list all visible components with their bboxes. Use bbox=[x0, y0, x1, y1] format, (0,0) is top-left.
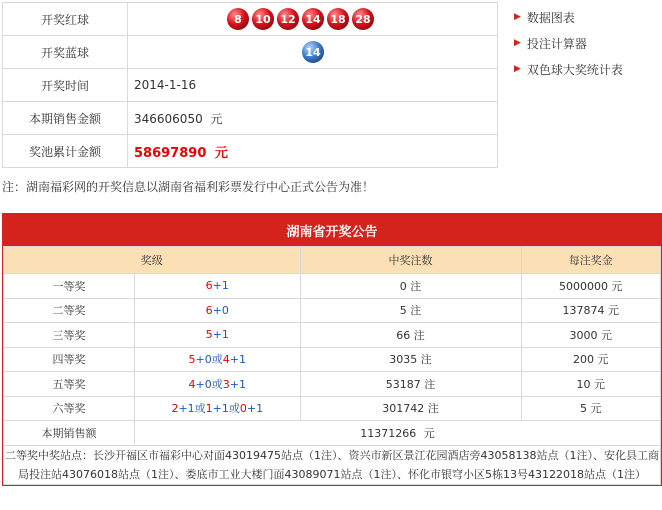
count-value: 5 bbox=[399, 304, 407, 318]
prize-level: 五等奖 bbox=[4, 372, 135, 397]
winning-stations: 二等奖中奖站点：长沙开福区市福彩中心对面43019475站点（1注）、资兴市新区景江花园酒店旁43058138站点（1注）、安化县工商局投注站43076018站点（1注）、娄底市工业大楼门面43089071站点（1注）、怀化市银穹小区5栋13号43122018站点（1注） bbox=[4, 445, 661, 484]
prize-level: 三等奖 bbox=[4, 323, 135, 348]
prize-value: 5 bbox=[580, 402, 588, 416]
total-sales-label: 本期销售额 bbox=[4, 421, 135, 446]
rule-part: +0或 bbox=[195, 353, 223, 367]
prize-row bbox=[4, 323, 661, 348]
red-ball: 12 bbox=[277, 8, 299, 30]
prize-rule bbox=[135, 298, 301, 323]
total-sales-row bbox=[4, 421, 661, 446]
side-link-calculator[interactable] bbox=[514, 30, 623, 56]
count-unit: 注 bbox=[410, 279, 422, 293]
sales-unit: 元 bbox=[210, 111, 223, 126]
rule-part: 2 bbox=[171, 402, 179, 416]
prize-count bbox=[300, 347, 521, 372]
prize-rule bbox=[135, 347, 301, 372]
count-value: 3035 bbox=[389, 353, 418, 367]
rule-part: +1或 bbox=[212, 402, 240, 416]
pool-label: 奖池累计金额 bbox=[3, 135, 128, 168]
prize-rule bbox=[135, 274, 301, 299]
header-level: 奖级 bbox=[4, 247, 301, 274]
prize-level: 六等奖 bbox=[4, 396, 135, 421]
rule-part: +1 bbox=[229, 377, 246, 391]
prize-value: 10 bbox=[576, 377, 591, 391]
count-value: 0 bbox=[399, 279, 407, 293]
rule-part: 5 bbox=[188, 353, 196, 367]
arrow-right-icon: ▶ bbox=[514, 64, 521, 74]
blue-ball: 14 bbox=[302, 41, 324, 63]
prize-level: 四等奖 bbox=[4, 347, 135, 372]
count-value: 301742 bbox=[382, 402, 425, 416]
prize-amount bbox=[521, 274, 660, 299]
prize-count bbox=[300, 396, 521, 421]
red-ball: 10 bbox=[252, 8, 274, 30]
prize-unit: 元 bbox=[590, 402, 602, 416]
rule-part: +0 bbox=[212, 303, 229, 317]
prize-unit: 元 bbox=[597, 353, 609, 367]
blue-balls bbox=[134, 41, 497, 63]
draw-date-value: 2014-1-16 bbox=[128, 69, 498, 102]
prize-amount bbox=[521, 323, 660, 348]
red-ball-label: 开奖红球 bbox=[3, 3, 128, 36]
rule-part: 6 bbox=[205, 303, 213, 317]
side-link-label: 数据图表 bbox=[526, 10, 575, 25]
prize-amount bbox=[521, 396, 660, 421]
prize-table bbox=[3, 246, 661, 485]
announcement-panel bbox=[2, 213, 662, 486]
sales-label: 本期销售金额 bbox=[3, 102, 128, 135]
sales-value bbox=[128, 102, 498, 135]
red-ball: 14 bbox=[302, 8, 324, 30]
prize-count bbox=[300, 274, 521, 299]
prize-row bbox=[4, 274, 661, 299]
count-unit: 注 bbox=[420, 353, 432, 367]
prize-amount bbox=[521, 298, 660, 323]
arrow-right-icon: ▶ bbox=[514, 38, 521, 48]
total-sales-amount: 11371266 bbox=[360, 426, 417, 440]
prize-count bbox=[300, 372, 521, 397]
rule-part: +0或 bbox=[195, 377, 223, 391]
prize-unit: 元 bbox=[601, 328, 613, 342]
rule-part: 1 bbox=[205, 402, 213, 416]
red-balls bbox=[134, 8, 497, 30]
rule-part: 4 bbox=[222, 353, 230, 367]
prize-rule bbox=[135, 372, 301, 397]
prize-unit: 元 bbox=[594, 377, 606, 391]
rule-part: 0 bbox=[239, 402, 247, 416]
prize-row bbox=[4, 298, 661, 323]
prize-row bbox=[4, 372, 661, 397]
rule-part: 3 bbox=[222, 377, 230, 391]
count-value: 66 bbox=[396, 328, 411, 342]
header-count: 中奖注数 bbox=[300, 247, 521, 274]
prize-value: 137874 bbox=[562, 304, 605, 318]
blue-ball-label: 开奖蓝球 bbox=[3, 36, 128, 69]
rule-part: 5 bbox=[205, 328, 213, 342]
count-unit: 注 bbox=[424, 377, 436, 391]
prize-unit: 元 bbox=[608, 304, 620, 318]
total-sales-unit: 元 bbox=[423, 426, 435, 440]
prize-unit: 元 bbox=[611, 279, 623, 293]
red-ball: 28 bbox=[352, 8, 374, 30]
count-unit: 注 bbox=[413, 328, 425, 342]
pool-value bbox=[128, 135, 498, 168]
pool-amount: 58697890 bbox=[134, 145, 207, 161]
rule-part: +1 bbox=[212, 279, 229, 293]
prize-count bbox=[300, 298, 521, 323]
pool-unit: 元 bbox=[214, 145, 228, 161]
prize-amount bbox=[521, 372, 660, 397]
draw-info-table bbox=[2, 2, 498, 168]
rule-part: +1 bbox=[212, 328, 229, 342]
side-link-stats[interactable] bbox=[514, 56, 623, 82]
side-link-chart[interactable] bbox=[514, 4, 623, 30]
red-ball: 18 bbox=[327, 8, 349, 30]
announcement-title: 湖南省开奖公告 bbox=[3, 214, 661, 246]
prize-row bbox=[4, 347, 661, 372]
rule-part: +1或 bbox=[178, 402, 206, 416]
count-unit: 注 bbox=[410, 304, 422, 318]
arrow-right-icon: ▶ bbox=[514, 12, 521, 22]
prize-rule bbox=[135, 396, 301, 421]
prize-level: 二等奖 bbox=[4, 298, 135, 323]
prize-rule bbox=[135, 323, 301, 348]
rule-part: +1 bbox=[246, 402, 264, 416]
disclaimer-note: 注：湖南福彩网的开奖信息以湖南省福利彩票发行中心正式公告为准！ bbox=[2, 180, 375, 194]
header-prize: 每注奖金 bbox=[521, 247, 660, 274]
prize-count bbox=[300, 323, 521, 348]
side-link-label: 投注计算器 bbox=[526, 36, 587, 51]
side-links bbox=[514, 4, 623, 82]
draw-date-label: 开奖时间 bbox=[3, 69, 128, 102]
count-unit: 注 bbox=[427, 402, 439, 416]
total-sales-value bbox=[135, 421, 661, 446]
prize-value: 5000000 bbox=[559, 279, 609, 293]
sales-amount: 346606050 bbox=[134, 111, 203, 126]
prize-value: 3000 bbox=[569, 328, 598, 342]
stations-row bbox=[4, 445, 661, 484]
prize-amount bbox=[521, 347, 660, 372]
rule-part: +1 bbox=[229, 353, 246, 367]
prize-level: 一等奖 bbox=[4, 274, 135, 299]
rule-part: 6 bbox=[205, 279, 213, 293]
count-value: 53187 bbox=[385, 377, 421, 391]
prize-row bbox=[4, 396, 661, 421]
prize-value: 200 bbox=[573, 353, 595, 367]
side-link-label: 双色球大奖统计表 bbox=[526, 62, 623, 77]
red-ball: 8 bbox=[227, 8, 249, 30]
rule-part: 4 bbox=[188, 377, 196, 391]
